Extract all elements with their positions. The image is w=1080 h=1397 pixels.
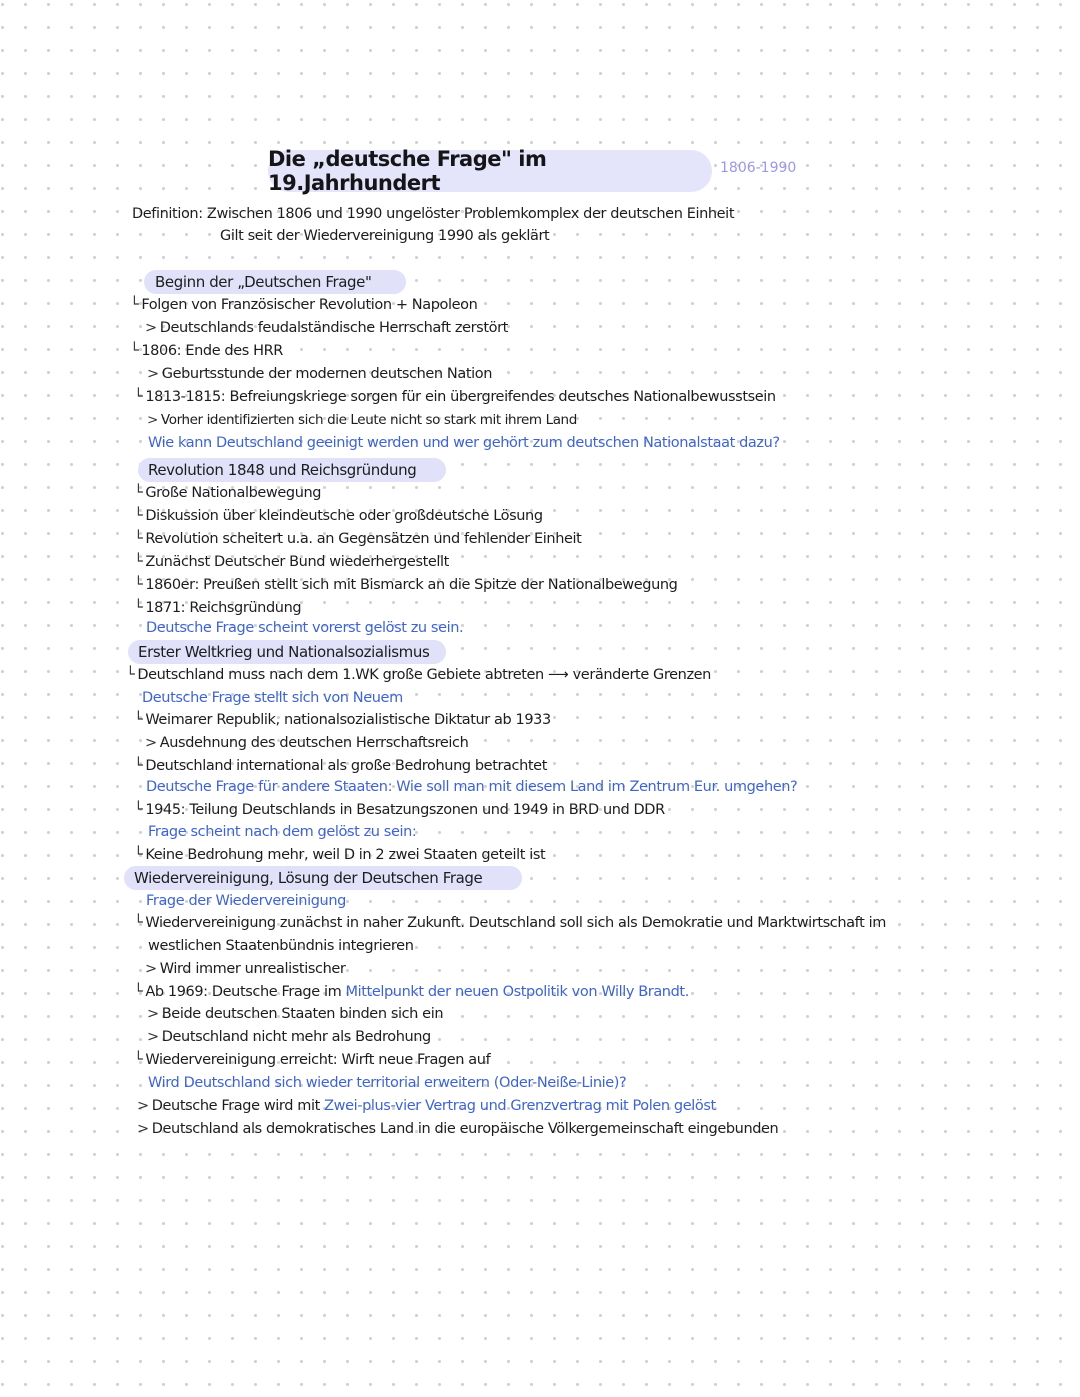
note-line: > Deutschland nicht mehr als Bedrohung (147, 1029, 431, 1045)
question-line: Deutsche Frage scheint vorerst gelöst zu sein. (146, 620, 464, 636)
note-line: └ 1813-1815: Befreiungskriege sorgen für ein übergreifendes deutsches Nationalbewusstsein (134, 389, 776, 405)
note-line: └ Wiedervereinigung zunächst in naher Zukunft. Deutschland soll sich als Demokratie und Marktwirtschaft im (134, 915, 886, 931)
note-line: > Ausdehnung des deutschen Herrschaftsreich (145, 735, 469, 751)
note-line: └ Weimarer Republik, nationalsozialistische Diktatur ab 1933 (134, 712, 551, 728)
page-title: Die „deutsche Frage" im 19.Jahrhundert (268, 147, 547, 195)
note-line: > Deutsche Frage wird mit Zwei-plus-vier Vertrag und Grenzvertrag mit Polen gelöst (137, 1098, 716, 1114)
definition-line-2: Gilt seit der Wiedervereinigung 1990 als geklärt (220, 228, 550, 244)
note-line: └ Revolution scheitert u.a. an Gegensätzen und fehlender Einheit (134, 531, 582, 547)
note-line: └ 1945: Teilung Deutschlands in Besatzungszonen und 1949 in BRD und DDR (134, 802, 665, 818)
note-line: └ Zunächst Deutscher Bund wiederhergestellt (134, 554, 449, 570)
year-range: 1806-1990 (720, 160, 797, 176)
section-heading-wiedervereinigung: Wiedervereinigung, Lösung der Deutschen Frage (134, 869, 483, 887)
note-line: > Vorher identifizierten sich die Leute nicht so stark mit ihrem Land (147, 412, 577, 428)
question-line: Wird Deutschland sich wieder territorial erweitern (Oder-Neiße-Linie)? (148, 1075, 627, 1091)
note-line: └ Diskussion über kleindeutsche oder großdeutsche Lösung (134, 508, 543, 524)
note-line: └ Ab 1969: Deutsche Frage im Mittelpunkt der neuen Ostpolitik von Willy Brandt. (134, 984, 689, 1000)
question-line: Frage der Wiedervereinigung (146, 893, 346, 909)
note-line: westlichen Staatenbündnis integrieren (148, 938, 414, 954)
note-line: > Beide deutschen Staaten binden sich ein (147, 1006, 444, 1022)
section-heading-weltkrieg: Erster Weltkrieg und Nationalsozialismus (138, 643, 430, 661)
note-line: > Geburtsstunde der modernen deutschen Nation (147, 366, 493, 382)
note-line: └ Keine Bedrohung mehr, weil D in 2 zwei Staaten geteilt ist (134, 847, 546, 863)
note-line: > Wird immer unrealistischer (145, 961, 346, 977)
note-line: > Deutschland als demokratisches Land in die europäische Völkergemeinschaft eingebunden (137, 1121, 779, 1137)
question-line: Wie kann Deutschland geeinigt werden und wer gehört zum deutschen Nationalstaat dazu? (148, 435, 780, 451)
note-line: └ 1871: Reichsgründung (134, 600, 302, 616)
definition-line-1: Definition: Zwischen 1806 und 1990 ungelöster Problemkomplex der deutschen Einheit (132, 206, 735, 222)
question-line: Frage scheint nach dem gelöst zu sein: (148, 824, 417, 840)
section-heading-beginn: Beginn der „Deutschen Frage" (155, 273, 372, 291)
title-highlight (268, 147, 712, 195)
question-line: Deutsche Frage stellt sich von Neuem (142, 690, 403, 706)
section-heading-revolution: Revolution 1848 und Reichsgründung (148, 461, 417, 479)
note-line: └ Große Nationalbewegung (134, 485, 322, 501)
note-line: └ 1806: Ende des HRR (130, 343, 283, 359)
note-line: └ Deutschland muss nach dem 1.WK große Gebiete abtreten ⟶ veränderte Grenzen (126, 667, 711, 683)
note-line: └ Deutschland international als große Bedrohung betrachtet (134, 758, 547, 774)
question-line: Deutsche Frage für andere Staaten: Wie soll man mit diesem Land im Zentrum Eur. umgehen? (146, 779, 798, 795)
note-line: └ Wiedervereinigung erreicht: Wirft neue Fragen auf (134, 1052, 491, 1068)
note-line: └ 1860er: Preußen stellt sich mit Bismarck an die Spitze der Nationalbewegung (134, 577, 678, 593)
note-line: └ Folgen von Französischer Revolution + Napoleon (130, 297, 478, 313)
note-line: > Deutschlands feudalständische Herrschaft zerstört (145, 320, 508, 336)
